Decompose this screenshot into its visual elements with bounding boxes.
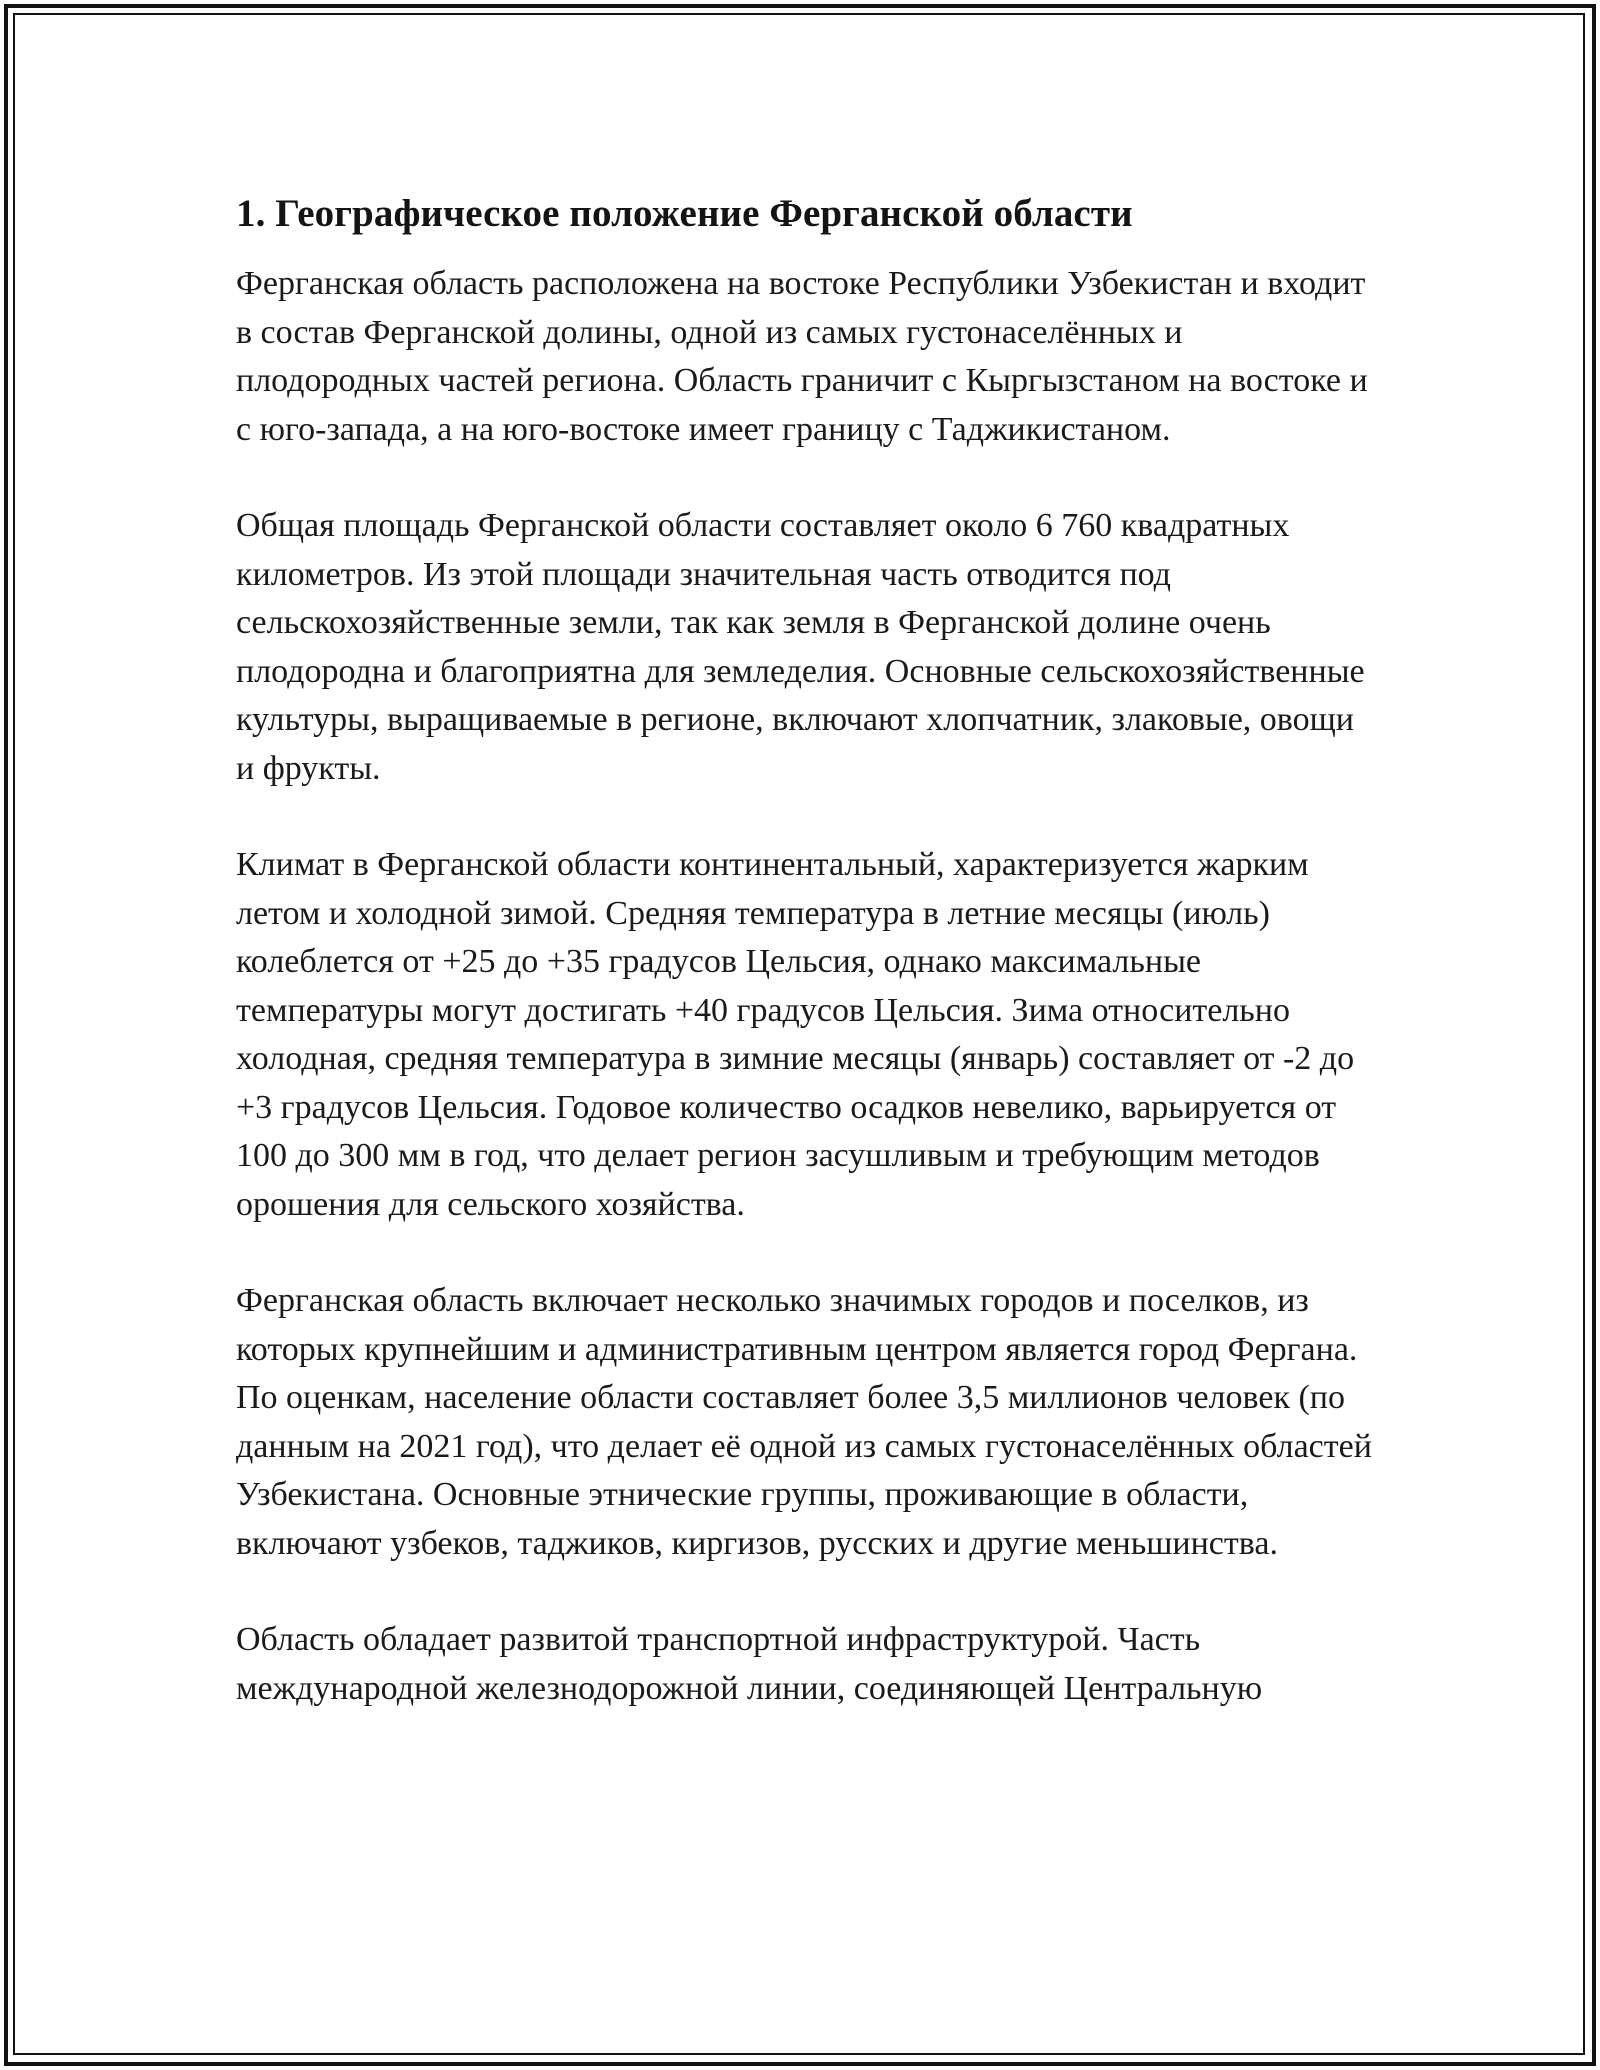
paragraph-area: Общая площадь Ферганской области составляет около 6 760 квадратных километров. Из этой площади значительная часть отводится под сельскохозяйственные земли, так как земля в Ферганской долине очень плодородна и благоприятна для земледелия. Основные сельскохозяйственные культуры, выращиваемые в регионе, включают хлопчатник, злаковые, овощи и фрукты.: [236, 507, 1365, 787]
paragraph-location: Ферганская область расположена на востоке Республики Узбекистан и входит в состав Ферганской долины, одной из самых густонаселённых и плодородных частей региона. Область граничит с Кыргызстаном на востоке и с юго-запада, а на юго-востоке имеет границу с Таджикистаном.: [236, 265, 1368, 448]
paragraph-climate: Климат в Ферганской области континентальный, характеризуется жарким летом и холодной зимой. Средняя температура в летние месяцы (июль) колеблется от +25 до +35 градусов Цельсия, однако максимальные температуры могут достигать +40 градусов Цельсия. Зима относительно холодная, средняя температура в зимние месяцы (январь) составляет от -2 до +3 градусов Цельсия. Годовое количество осадков невелико, варьируется от 100 до 300 мм в год, что делает регион засушливым и требующим методов орошения для сельского хозяйства.: [236, 846, 1355, 1223]
paragraph-population: Ферганская область включает несколько значимых городов и поселков, из которых крупнейшим и административным центром является город Фергана. По оценкам, население области составляет более 3,5 миллионов человек (по данным на 2021 год), что делает её одной из самых густонаселённых областей Узбекистана. Основные этнические группы, проживающие в области, включают узбеков, таджиков, киргизов, русских и другие меньшинства.: [236, 1282, 1372, 1562]
paragraph-transport: Область обладает развитой транспортной инфраструктурой. Часть международной железнодорожной линии, соединяющей Центральную: [236, 1621, 1263, 1707]
document-body: [236, 186, 1376, 1761]
section-heading: 1. Географическое положение Ферганской области: [236, 192, 1133, 235]
